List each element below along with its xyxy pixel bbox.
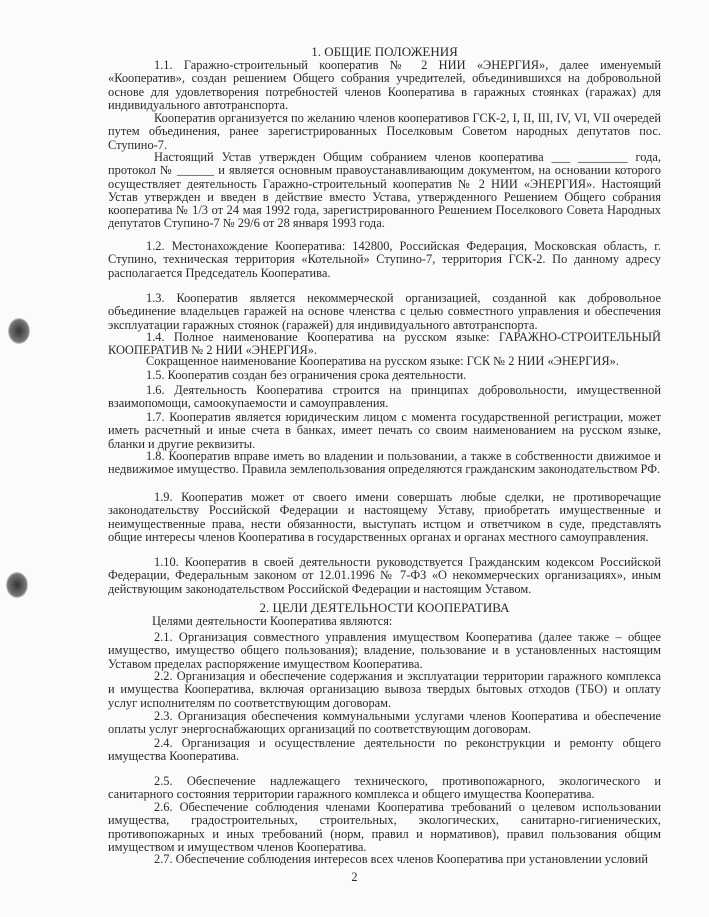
punch-hole-bottom — [6, 572, 28, 598]
section-1-title: 1. ОБЩИЕ ПОЛОЖЕНИЯ — [311, 44, 458, 59]
paragraph-2-2: 2.2. Организация и обеспечение содержания и эксплуатации территории гаражного комплекса и имущества Кооператива, включая организацию вывоза твердых бытовых отходов (ТБО) и оплату услуг исполнителям по соответствующим договорам. — [108, 669, 661, 710]
paragraph-1-6: 1.6. Деятельность Кооператива строится на принципах добровольности, имущественной взаимопомощи, самоокупаемости и самоуправления. — [108, 383, 661, 411]
paragraph-1-1: 1.1. Гаражно-строительный кооператив № 2 НИИ «ЭНЕРГИЯ», далее именуемый «Кооператив», создан решением Общего собрания учредителей, объединившихся на добровольной основе для удовлетворения потребностей членов Кооператива в гаражных стоянках (гаражах) для индивидуального автотранспорта. — [108, 58, 661, 112]
paragraph-1-10: 1.10. Кооператив в своей деятельности руководствуется Гражданским кодексом Российской Федерации, Федеральным законом от 12.01.1996 № 7-ФЗ «О некоммерческих организациях», иным действующим законодательством Российской Федерации и настоящим Уставом. — [108, 555, 661, 596]
paragraph-2-4: 2.4. Организация и осуществление деятельности по реконструкции и ремонту общего имущества Кооператива. — [108, 736, 661, 764]
paragraph-1-9: 1.9. Кооператив может от своего имени совершать любые сделки, не противоречащие законодательству Российской Федерации и настоящему Уставу, приобретать имущественные и неимущественные права, нести обязанности, выступать истцом и ответчиком в суде, представлять общие интересы членов Кооператива в государственных органах и органах местного самоуправления. — [108, 490, 661, 544]
paragraph-2-5: 2.5. Обеспечение надлежащего технического, противопожарного, экологического и санитарного состояния территории гаражного комплекса и общего имущества Кооператива. — [108, 774, 661, 802]
paragraph-2-7: 2.7. Обеспечение соблюдения интересов всех членов Кооператива при установлении условий — [154, 852, 648, 866]
paragraph-1-4: 1.4. Полное наименование Кооператива на русском языке: ГАРАЖНО-СТРОИТЕЛЬНЫЙ КООПЕРАТИВ № 2 НИИ «ЭНЕРГИЯ». — [108, 330, 661, 358]
section-2-title: 2. ЦЕЛИ ДЕЯТЕЛЬНОСТИ КООПЕРАТИВА — [259, 600, 510, 615]
paragraph-1-8: 1.8. Кооператив вправе иметь во владении и пользовании, а также в собственности движимое и недвижимое имущество. Правила землепользования определяются гражданским законодательством РФ. — [108, 449, 661, 477]
paragraph-1-7: 1.7. Кооператив является юридическим лицом с момента государственной регистрации, может иметь расчетный и иные счета в банках, имеет печать со своим наименованием на русском языке, бланки и другие реквизиты. — [108, 410, 661, 451]
paragraph-2-6: 2.6. Обеспечение соблюдения членами Кооператива требований о целевом использовании имущества, градостроительных, строительных, экологических, санитарно-гигиенических, противопожарных и иных требований (норм, правил и нормативов), правил пользования общим имуществом и имуществом членов Кооператива. — [108, 800, 661, 854]
punch-hole-top — [8, 318, 30, 344]
paragraph-2-3: 2.3. Организация обеспечения коммунальными услугами членов Кооператива и обеспечение оплаты услуг энергоснабжающих организаций по соответствующим договорам. — [108, 709, 661, 737]
paragraph-1-3: 1.3. Кооператив является некоммерческой организацией, созданной как добровольное объединение владельцев гаражей на основе членства с целью совместного управления и обеспечения эксплуатации гаражных стоянок (гаражей) для индивидуального автотранспорта. — [108, 291, 661, 332]
paragraph-1-2: 1.2. Местонахождение Кооператива: 142800, Российская Федерация, Московская область, г. Ступино, техническая территория «Котельной» Ступино-7, территория ГСК-2. По данному адресу располагается Председатель Кооператива. — [108, 239, 661, 280]
paragraph-1-5: 1.5. Кооператив создан без ограничения срока деятельности. — [146, 368, 467, 382]
paragraph-2-1: 2.1. Организация совместного управления имуществом Кооператива (далее также – общее имущество, имущество общего пользования); владение, пользование и в установленных настоящим Уставом пределах распоряжение имуществом Кооператива. — [108, 630, 661, 671]
section-2-intro: Целями деятельности Кооператива являются: — [152, 614, 393, 628]
paragraph-charter: Настоящий Устав утвержден Общим собранием членов кооператива ___ ________ года, протокол № ______ и является основным правоустанавливающим документом, на основании которого осуществляет деятельность Гаражно-строительный кооператив № 2 НИИ «ЭНЕРГИЯ». Настоящий Устав утвержден и введен в действие вместо Устава, утвержденного Решением Общего собрания кооператива № 1/3 от 24 мая 1992 года, зарегистрированного Решением Поселкового Совета Народных депутатов Ступино-7 № 29/6 от 28 января 1993 года. — [108, 150, 661, 231]
page-number: 2 — [351, 870, 358, 884]
paragraph-organization: Кооператив организуется по желанию членов кооперативов ГСК-2, I, II, III, IV, VI, VII очередей путем объединения, ранее зарегистрированных Поселковым Советом народных депутатов пос. Ступино-7. — [108, 111, 661, 152]
paragraph-short-name: Сокращенное наименование Кооператива на русском языке: ГСК № 2 НИИ «ЭНЕРГИЯ». — [146, 354, 619, 368]
